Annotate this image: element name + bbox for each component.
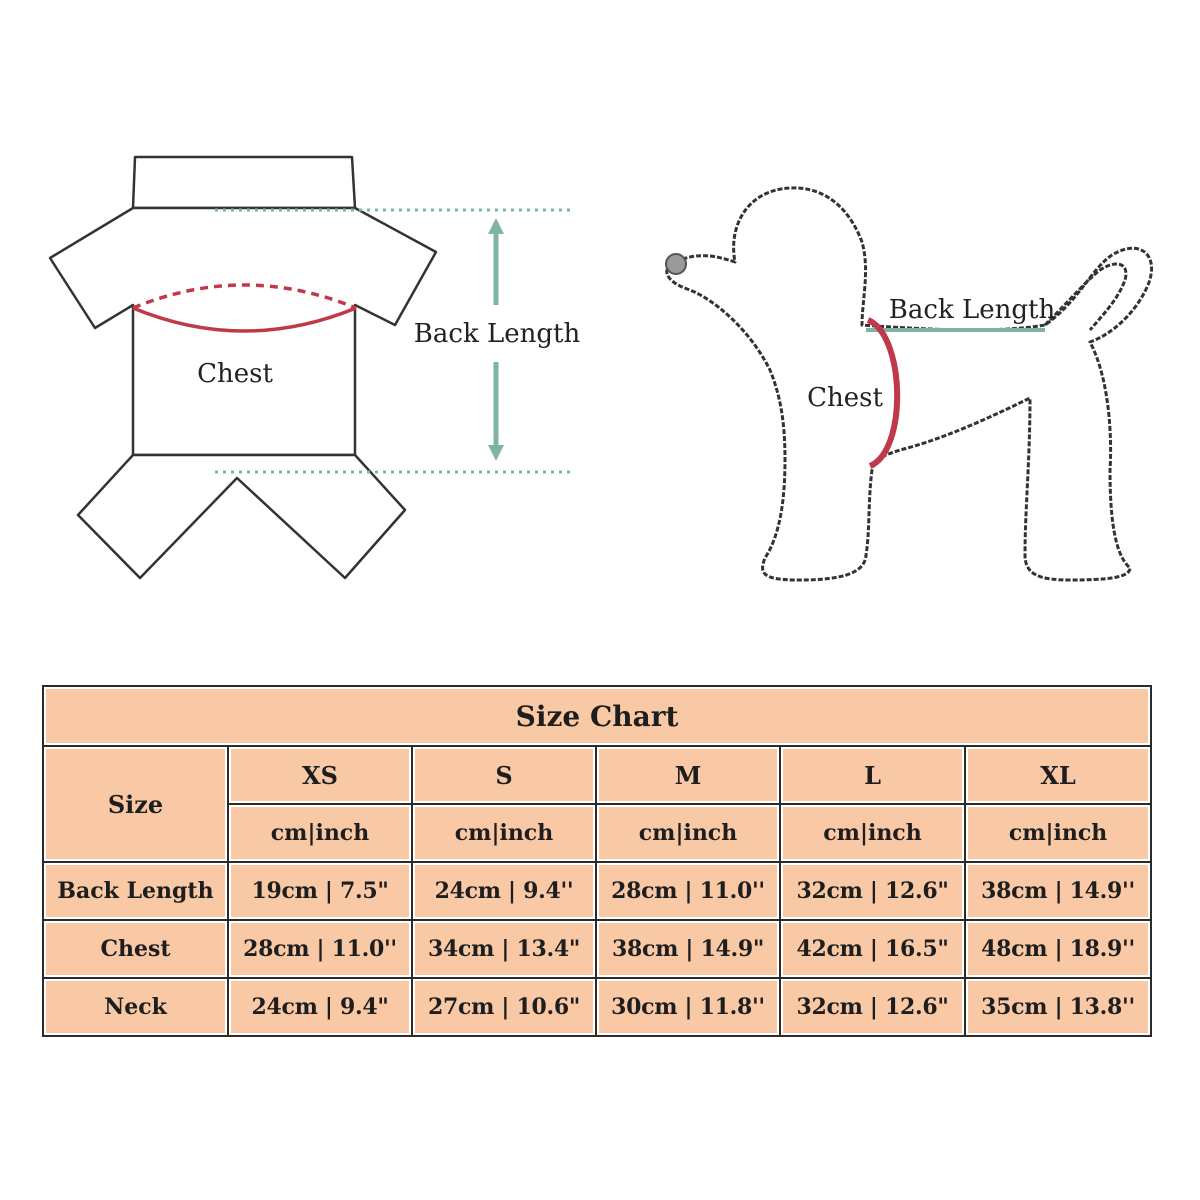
row-label-chest: Chest — [43, 920, 228, 978]
size-m-header: M — [596, 746, 780, 804]
row-label-back-length: Back Length — [43, 862, 228, 920]
unit-label-xl: cm|inch — [965, 804, 1151, 862]
dog-outline — [667, 188, 1152, 580]
table-row — [43, 978, 1151, 1036]
garment-back-length-label: Back Length — [413, 319, 581, 349]
garment-chest-label: Chest — [197, 359, 273, 389]
row-label-neck: Neck — [43, 978, 228, 1036]
chest-m: 38cm | 14.9" — [596, 920, 780, 978]
chest-l: 42cm | 16.5" — [780, 920, 965, 978]
unit-label-s: cm|inch — [412, 804, 596, 862]
back-length-m: 28cm | 11.0'' — [596, 862, 780, 920]
size-xl-header: XL — [965, 746, 1151, 804]
dog-nose-icon — [666, 254, 686, 274]
size-s-header: S — [412, 746, 596, 804]
table-row — [43, 920, 1151, 978]
chest-xs: 28cm | 11.0'' — [228, 920, 412, 978]
table-row — [43, 862, 1151, 920]
neck-xs: 24cm | 9.4" — [228, 978, 412, 1036]
size-xs-header: XS — [228, 746, 412, 804]
back-length-s: 24cm | 9.4'' — [412, 862, 596, 920]
back-length-xs: 19cm | 7.5" — [228, 862, 412, 920]
dog-back-length-label: Back Length — [888, 295, 1056, 325]
chest-xl: 48cm | 18.9'' — [965, 920, 1151, 978]
size-chart-title: Size Chart — [43, 686, 1151, 746]
size-l-header: L — [780, 746, 965, 804]
unit-label-xs: cm|inch — [228, 804, 412, 862]
unit-label-m: cm|inch — [596, 804, 780, 862]
dog-chest-label: Chest — [807, 383, 883, 413]
back-length-xl: 38cm | 14.9'' — [965, 862, 1151, 920]
size-header-cell: Size — [43, 746, 228, 862]
size-chart-table — [42, 685, 1152, 1037]
neck-l: 32cm | 12.6" — [780, 978, 965, 1036]
neck-xl: 35cm | 13.8'' — [965, 978, 1151, 1036]
back-length-l: 32cm | 12.6" — [780, 862, 965, 920]
unit-label-l: cm|inch — [780, 804, 965, 862]
neck-s: 27cm | 10.6" — [412, 978, 596, 1036]
chest-s: 34cm | 13.4" — [412, 920, 596, 978]
neck-m: 30cm | 11.8'' — [596, 978, 780, 1036]
